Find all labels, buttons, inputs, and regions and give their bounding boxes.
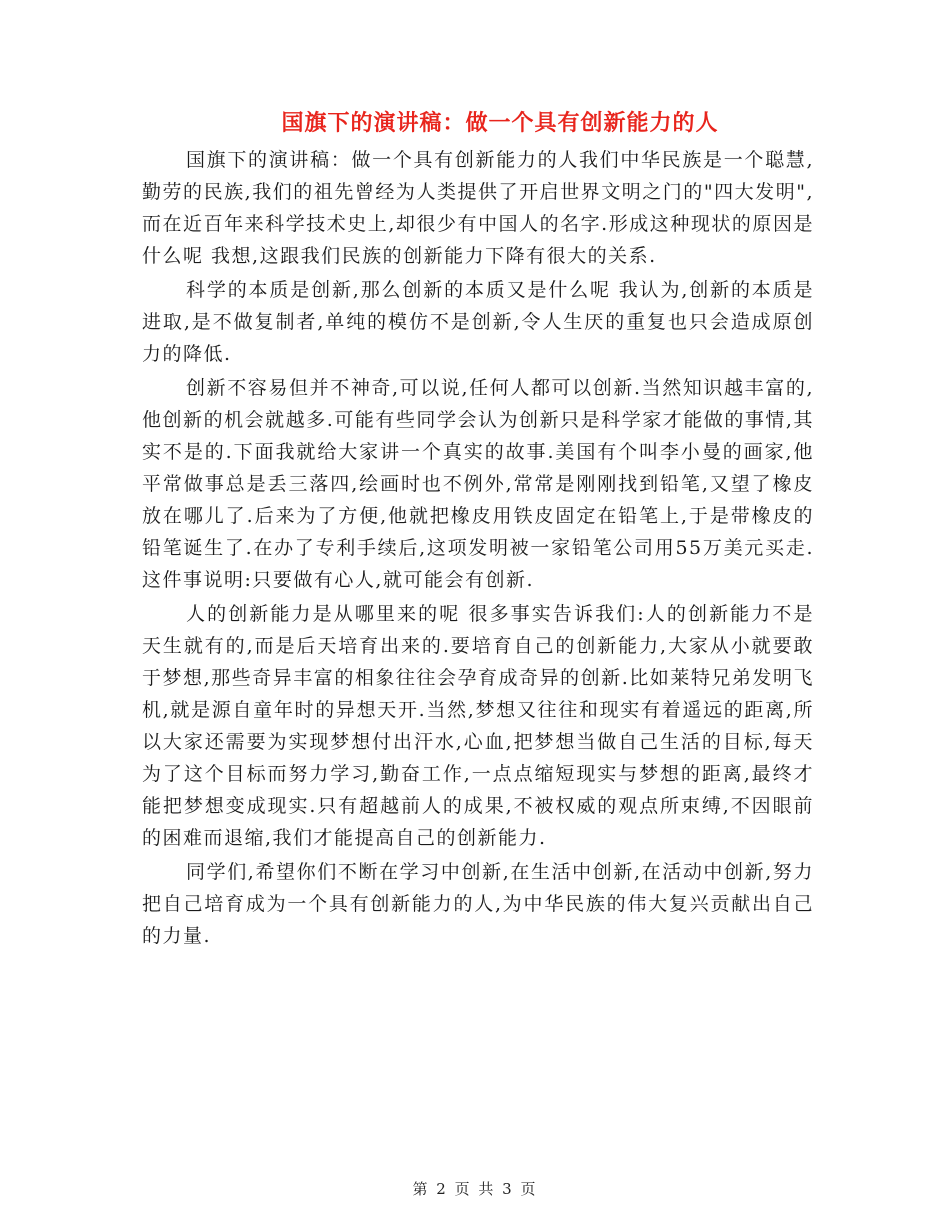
- page-number-footer: 第 2 页 共 3 页: [412, 1180, 538, 1198]
- paragraph-1: 国旗下的演讲稿：做一个具有创新能力的人我们中华民族是一个聪慧,勤劳的民族,我们的祖先曾经为人类提供了开启世界文明之门的"四大发明",而在近百年来科学技术史上,却很少有中国人的名字.形成这种现状的原因是什么呢 我想,这跟我们民族的创新能力下降有很大的关系.: [142, 149, 814, 267]
- paragraph-4: 人的创新能力是从哪里来的呢 很多事实告诉我们:人的创新能力不是天生就有的,而是后天培育出来的.要培育自己的创新能力,大家从小就要敢于梦想,那些奇异丰富的相象往往会孕育成奇异的创新.比如莱特兄弟发明飞机,就是源自童年时的异想天开.当然,梦想又往往和现实有着遥远的距离,所以大家还需要为实现梦想付出汗水,心血,把梦想当做自己生活的目标,每天为了这个目标而努力学习,勤奋工作,一点点缩短现实与梦想的距离,最终才能把梦想变成现实.只有超越前人的成果,不被权威的观点所束缚,不因眼前的困难而退缩,我们才能提高自己的创新能力.: [142, 603, 814, 849]
- paragraph-5: 同学们,希望你们不断在学习中创新,在生活中创新,在活动中创新,努力把自己培育成为一个具有创新能力的人,为中华民族的伟大复兴贡献出自己的力量.: [142, 861, 814, 947]
- paragraph-2: 科学的本质是创新,那么创新的本质又是什么呢 我认为,创新的本质是进取,是不做复制者,单纯的模仿不是创新,令人生厌的重复也只会造成原创力的降低.: [142, 279, 814, 365]
- page-title: 国旗下的演讲稿：做一个具有创新能力的人: [281, 110, 719, 136]
- paragraph-3: 创新不容易但并不神奇,可以说,任何人都可以创新.当然知识越丰富的,他创新的机会就越多.可能有些同学会认为创新只是科学家才能做的事情,其实不是的.下面我就给大家讲一个真实的故事.美国有个叫李小曼的画家,他平常做事总是丢三落四,绘画时也不例外,常常是刚刚找到铅笔,又望了橡皮放在哪儿了.后来为了方便,他就把橡皮用铁皮固定在铅笔上,于是带橡皮的铅笔诞生了.在办了专利手续后,这项发明被一家铅笔公司用55万美元买走.这件事说明:只要做有心人,就可能会有创新.: [142, 377, 814, 591]
- document-body: [142, 144, 814, 954]
